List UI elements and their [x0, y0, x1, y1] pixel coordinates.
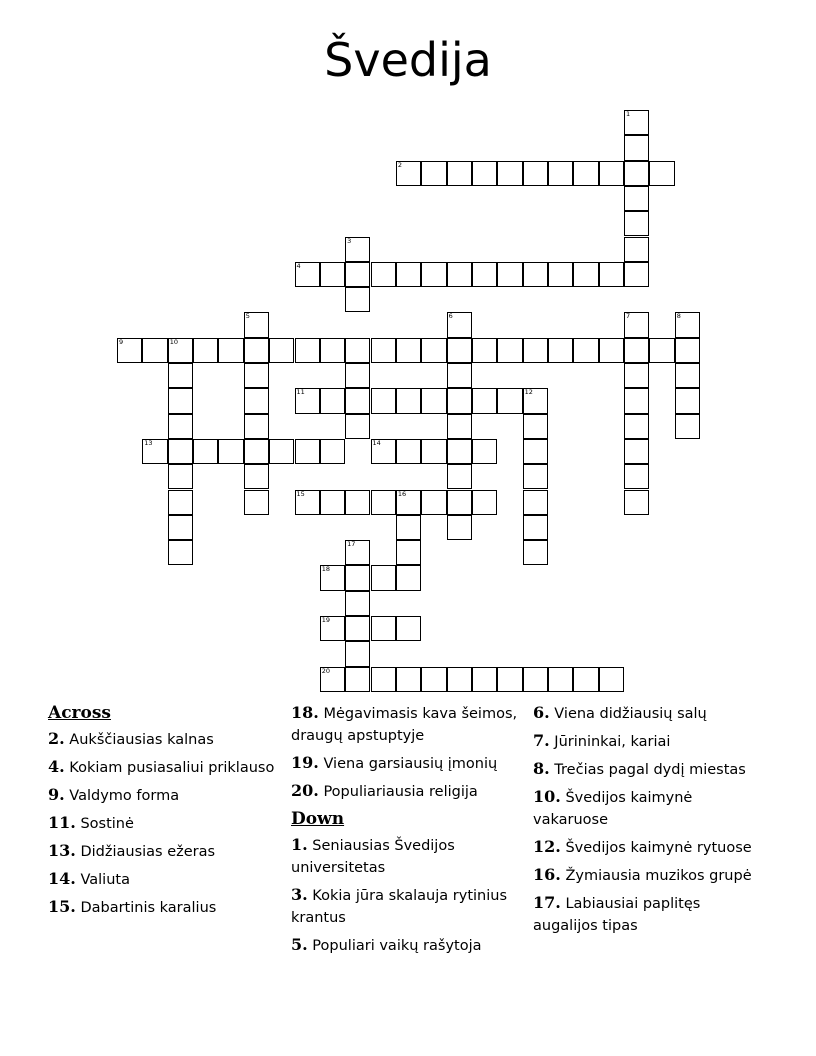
across-clue-list	[48, 728, 278, 919]
grid-cell[interactable]	[371, 338, 396, 363]
grid-cell[interactable]	[142, 338, 167, 363]
grid-cell[interactable]	[421, 388, 446, 413]
grid-cell[interactable]	[345, 262, 370, 287]
grid-cell[interactable]	[345, 338, 370, 363]
clue-number-label: 18.	[291, 703, 319, 722]
clue-text: Populiari vaikų rašytoja	[307, 938, 482, 954]
clue-item	[533, 758, 763, 781]
clue-item	[48, 868, 278, 891]
clues-column-2	[291, 702, 523, 962]
grid-cell[interactable]	[599, 338, 624, 363]
grid-cell[interactable]	[345, 641, 370, 666]
clue-item	[533, 786, 763, 831]
clue-text: Kokiam pusiasaliui priklauso	[64, 760, 275, 776]
grid-cell[interactable]	[548, 161, 573, 186]
clue-number: 8	[676, 312, 681, 321]
grid-cell[interactable]	[371, 616, 396, 641]
clue-number-label: 17.	[533, 893, 561, 912]
grid-cell[interactable]	[624, 262, 649, 287]
grid-cell[interactable]	[497, 161, 522, 186]
grid-cell[interactable]	[396, 667, 421, 692]
grid-cell[interactable]	[168, 540, 193, 565]
clue-item	[48, 812, 278, 835]
grid-cell[interactable]	[244, 363, 269, 388]
grid-cell[interactable]	[345, 237, 370, 262]
grid-cell[interactable]	[320, 262, 345, 287]
grid-cell[interactable]	[320, 490, 345, 515]
grid-cell[interactable]	[396, 338, 421, 363]
grid-cell[interactable]	[675, 312, 700, 337]
grid-cell[interactable]	[396, 161, 421, 186]
grid-cell[interactable]	[320, 439, 345, 464]
clue-number: 14	[372, 438, 381, 447]
clue-number-label: 8.	[533, 759, 550, 778]
grid-cell[interactable]	[675, 414, 700, 439]
grid-cell[interactable]	[320, 667, 345, 692]
grid-cell[interactable]	[472, 388, 497, 413]
grid-cell[interactable]	[371, 490, 396, 515]
grid-cell[interactable]	[320, 565, 345, 590]
grid-cell[interactable]	[320, 616, 345, 641]
grid-cell[interactable]	[396, 388, 421, 413]
grid-cell[interactable]	[218, 338, 243, 363]
clue-number: 19	[321, 616, 331, 624]
grid-cell[interactable]	[295, 338, 320, 363]
grid-cell[interactable]	[421, 490, 446, 515]
clue-number: 11	[296, 388, 305, 397]
grid-cell[interactable]	[573, 667, 598, 692]
clue-number-label: 2.	[48, 729, 65, 748]
clue-item	[48, 840, 278, 863]
grid-cell[interactable]	[624, 312, 649, 337]
clue-item	[291, 752, 523, 775]
grid-cell[interactable]	[142, 439, 167, 464]
page-title: Švedija	[324, 33, 492, 87]
grid-cell[interactable]	[396, 490, 421, 515]
grid-cell[interactable]	[421, 439, 446, 464]
clue-number-label: 20.	[291, 781, 319, 800]
grid-cell[interactable]	[447, 363, 472, 388]
grid-cell[interactable]	[168, 388, 193, 413]
grid-cell[interactable]	[675, 363, 700, 388]
grid-cell[interactable]	[345, 667, 370, 692]
clue-text: Kokia jūra skalauja rytinius krantus	[291, 888, 507, 926]
clue-number: 4	[296, 261, 301, 270]
grid-cell[interactable]	[396, 262, 421, 287]
grid-cell[interactable]	[447, 388, 472, 413]
clue-text: Valdymo forma	[64, 788, 180, 804]
clue-text: Seniausias Švedijos universitetas	[291, 838, 455, 876]
clue-item	[291, 702, 523, 747]
clue-number-label: 12.	[533, 837, 561, 856]
clue-number: 12	[524, 388, 533, 397]
clue-item	[533, 836, 763, 859]
clue-number: 9	[119, 337, 124, 346]
clue-number-label: 16.	[533, 865, 561, 884]
grid-cell[interactable]	[193, 338, 218, 363]
grid-cell[interactable]	[523, 388, 548, 413]
clue-text: Didžiausias ežeras	[75, 844, 216, 860]
grid-cell[interactable]	[599, 667, 624, 692]
clue-number: 13	[144, 438, 153, 447]
grid-cell[interactable]	[244, 388, 269, 413]
grid-cell[interactable]	[497, 338, 522, 363]
grid-cell[interactable]	[624, 363, 649, 388]
grid-cell[interactable]	[345, 490, 370, 515]
down-header: Down	[291, 809, 345, 829]
grid-cell[interactable]	[447, 262, 472, 287]
clue-text: Viena garsiausių įmonių	[318, 756, 498, 772]
across-clue-list-continued	[291, 702, 523, 803]
clue-number: 2	[397, 160, 403, 169]
grid-cell[interactable]	[218, 439, 243, 464]
clue-item	[533, 702, 763, 725]
clue-text: Labiausiai paplitęs augalijos tipas	[533, 896, 701, 934]
clue-text: Dabartinis karalius	[75, 900, 217, 916]
grid-cell[interactable]	[523, 338, 548, 363]
grid-cell[interactable]	[599, 161, 624, 186]
clue-item	[48, 756, 278, 779]
clue-number-label: 3.	[291, 885, 308, 904]
clue-item	[291, 834, 523, 879]
clue-number: 20	[321, 666, 331, 675]
clue-text: Žymiausia muzikos grupė	[560, 868, 752, 884]
grid-cell[interactable]	[193, 439, 218, 464]
grid-cell[interactable]	[345, 414, 370, 439]
grid-cell[interactable]	[371, 439, 396, 464]
clue-text: Aukščiausias kalnas	[64, 732, 214, 748]
grid-cell[interactable]	[168, 515, 193, 540]
clue-text: Populiariausia religija	[318, 784, 478, 800]
grid-cell[interactable]	[371, 667, 396, 692]
clue-text: Švedijos kaimynė vakaruose	[533, 790, 693, 828]
clue-number-label: 1.	[291, 835, 308, 854]
grid-cell[interactable]	[599, 262, 624, 287]
down-clue-list	[291, 834, 523, 957]
grid-cell[interactable]	[396, 540, 421, 565]
clue-number: 3	[347, 236, 352, 245]
clue-number-label: 6.	[533, 703, 550, 722]
grid-cell[interactable]	[295, 388, 320, 413]
grid-cell[interactable]	[168, 363, 193, 388]
clues-column-1	[48, 702, 278, 924]
grid-cell[interactable]	[345, 591, 370, 616]
grid-cell[interactable]	[573, 262, 598, 287]
grid-cell[interactable]	[371, 388, 396, 413]
grid-cell[interactable]	[548, 262, 573, 287]
grid-cell[interactable]	[447, 490, 472, 515]
grid-cell[interactable]	[396, 565, 421, 590]
grid-cell[interactable]	[244, 338, 269, 363]
grid-cell[interactable]	[497, 667, 522, 692]
grid-cell[interactable]	[624, 388, 649, 413]
clues-column-3	[533, 702, 763, 942]
grid-cell[interactable]	[472, 667, 497, 692]
clue-number: 6	[448, 312, 453, 321]
clue-number: 10	[169, 337, 178, 346]
clue-number: 7	[626, 312, 631, 321]
grid-cell[interactable]	[624, 161, 649, 186]
grid-cell[interactable]	[447, 414, 472, 439]
grid-cell[interactable]	[624, 211, 649, 236]
clue-number: 1	[626, 110, 631, 118]
grid-cell[interactable]	[168, 439, 193, 464]
grid-cell[interactable]	[345, 363, 370, 388]
grid-cell[interactable]	[523, 667, 548, 692]
grid-cell[interactable]	[345, 287, 370, 312]
grid-cell[interactable]	[675, 338, 700, 363]
clue-item	[533, 864, 763, 887]
clue-number-label: 7.	[533, 731, 550, 750]
grid-cell[interactable]	[295, 490, 320, 515]
grid-cell[interactable]	[447, 338, 472, 363]
grid-cell[interactable]	[421, 338, 446, 363]
clue-number: 5	[245, 312, 250, 321]
grid-cell[interactable]	[624, 414, 649, 439]
grid-cell[interactable]	[624, 186, 649, 211]
clue-item	[291, 934, 523, 957]
grid-cell[interactable]	[523, 262, 548, 287]
grid-cell[interactable]	[117, 338, 142, 363]
grid-cell[interactable]	[345, 616, 370, 641]
clue-item	[48, 728, 278, 751]
grid-cell[interactable]	[168, 414, 193, 439]
clue-item	[48, 896, 278, 919]
grid-cell[interactable]	[447, 161, 472, 186]
grid-cell[interactable]	[624, 439, 649, 464]
clue-number-label: 19.	[291, 753, 319, 772]
grid-cell[interactable]	[624, 135, 649, 160]
grid-cell[interactable]	[523, 540, 548, 565]
grid-cell[interactable]	[649, 338, 674, 363]
clue-number-label: 9.	[48, 785, 65, 804]
clue-item	[291, 884, 523, 929]
grid-cell[interactable]	[269, 439, 294, 464]
grid-cell[interactable]	[244, 312, 269, 337]
grid-cell[interactable]	[523, 161, 548, 186]
grid-cell[interactable]	[244, 464, 269, 489]
clue-item	[48, 784, 278, 807]
grid-cell[interactable]	[244, 490, 269, 515]
grid-cell[interactable]	[573, 338, 598, 363]
clue-text: Viena didžiausių salų	[549, 706, 707, 722]
clue-number-label: 14.	[48, 869, 76, 888]
clue-text: Švedijos kaimynė rytuose	[560, 840, 752, 856]
clue-text: Mėgavimasis kava šeimos, draugų apstuptyje	[291, 706, 518, 744]
grid-cell[interactable]	[472, 338, 497, 363]
grid-cell[interactable]	[244, 439, 269, 464]
grid-cell[interactable]	[447, 667, 472, 692]
clue-number-label: 13.	[48, 841, 76, 860]
grid-cell[interactable]	[447, 464, 472, 489]
clue-text: Sostinė	[75, 816, 134, 832]
grid-cell[interactable]	[523, 515, 548, 540]
grid-cell[interactable]	[345, 565, 370, 590]
grid-cell[interactable]	[548, 667, 573, 692]
grid-cell[interactable]	[649, 161, 674, 186]
grid-cell[interactable]	[168, 464, 193, 489]
clue-number: 18	[321, 565, 331, 574]
grid-cell[interactable]	[523, 439, 548, 464]
clue-text: Trečias pagal dydį miestas	[549, 762, 746, 778]
grid-cell[interactable]	[244, 414, 269, 439]
across-header: Across	[48, 703, 111, 723]
grid-cell[interactable]	[624, 464, 649, 489]
grid-cell[interactable]	[624, 110, 649, 135]
grid-cell[interactable]	[168, 490, 193, 515]
clue-item	[533, 892, 763, 937]
grid-cell[interactable]	[396, 616, 421, 641]
grid-cell[interactable]	[624, 237, 649, 262]
clue-item	[533, 730, 763, 753]
grid-cell[interactable]	[396, 439, 421, 464]
clue-item	[291, 780, 523, 803]
clue-text: Valiuta	[75, 872, 130, 888]
grid-cell[interactable]	[168, 338, 193, 363]
grid-cell[interactable]	[396, 515, 421, 540]
grid-cell[interactable]	[447, 439, 472, 464]
grid-cell[interactable]	[624, 490, 649, 515]
clue-number-label: 15.	[48, 897, 76, 916]
grid-cell[interactable]	[447, 515, 472, 540]
grid-cell[interactable]	[345, 388, 370, 413]
grid-cell[interactable]	[345, 540, 370, 565]
grid-cell[interactable]	[472, 439, 497, 464]
grid-cell[interactable]	[497, 262, 522, 287]
grid-cell[interactable]	[675, 388, 700, 413]
grid-cell[interactable]	[371, 565, 396, 590]
grid-cell[interactable]	[421, 667, 446, 692]
grid-cell[interactable]	[295, 262, 320, 287]
grid-cell[interactable]	[320, 338, 345, 363]
grid-cell[interactable]	[573, 161, 598, 186]
clue-number-label: 11.	[48, 813, 76, 832]
grid-cell[interactable]	[295, 439, 320, 464]
clue-number: 17	[347, 540, 356, 549]
grid-cell[interactable]	[320, 388, 345, 413]
clue-text: Jūrininkai, kariai	[549, 734, 671, 750]
grid-cell[interactable]	[371, 262, 396, 287]
grid-cell[interactable]	[269, 338, 294, 363]
grid-cell[interactable]	[624, 338, 649, 363]
clue-number-label: 10.	[533, 787, 561, 806]
clue-number: 16	[397, 489, 407, 498]
grid-cell[interactable]	[472, 490, 497, 515]
down-clue-list-continued	[533, 702, 763, 937]
grid-cell[interactable]	[497, 388, 522, 413]
grid-cell[interactable]	[421, 262, 446, 287]
clue-number-label: 5.	[291, 935, 308, 954]
grid-cell[interactable]	[523, 414, 548, 439]
grid-cell[interactable]	[472, 161, 497, 186]
grid-cell[interactable]	[523, 464, 548, 489]
grid-cell[interactable]	[421, 161, 446, 186]
grid-cell[interactable]	[548, 338, 573, 363]
grid-cell[interactable]	[523, 490, 548, 515]
clue-number-label: 4.	[48, 757, 65, 776]
grid-cell[interactable]	[447, 312, 472, 337]
grid-cell[interactable]	[472, 262, 497, 287]
clue-number: 15	[296, 489, 305, 498]
